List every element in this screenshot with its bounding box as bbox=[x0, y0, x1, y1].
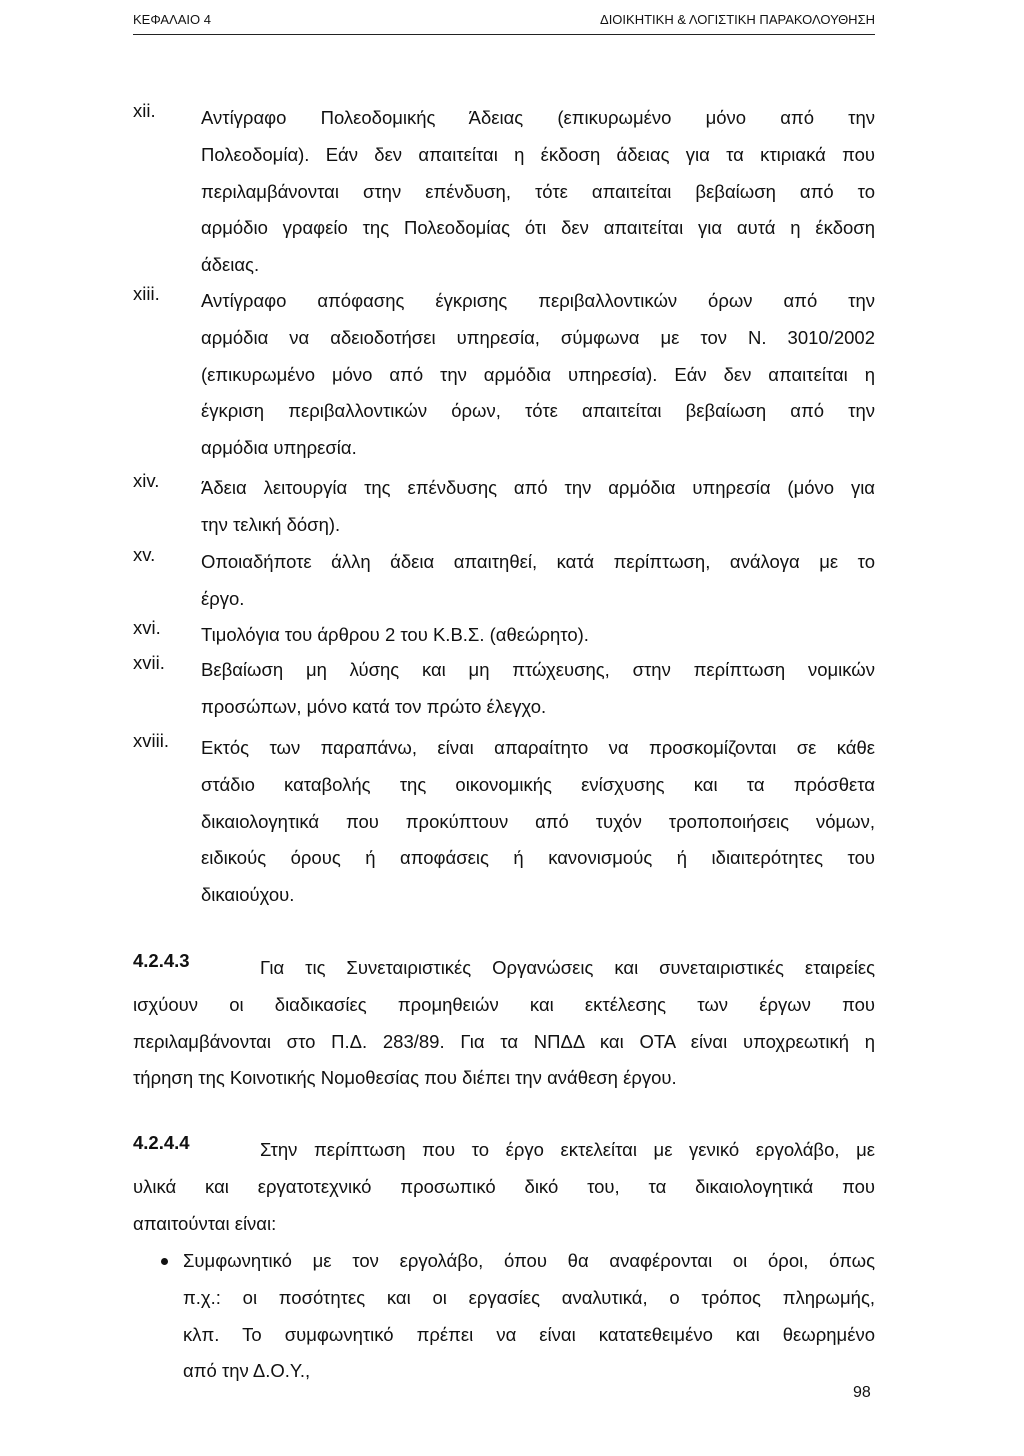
text-line: δικαιολογητικά που προκύπτουν από τυχόν τροποποιήσεις νόμων, bbox=[201, 810, 875, 832]
text-line: Για τις Συνεταιριστικές Οργανώσεις και συνεταιριστικές εταιρείες bbox=[260, 957, 875, 978]
list-item bbox=[133, 730, 875, 914]
item-number: xiii. bbox=[133, 283, 160, 304]
item-number: xvii. bbox=[133, 652, 165, 673]
section-paragraph bbox=[133, 950, 875, 1097]
text-line: στάδιο καταβολής της οικονομικής ενίσχυσης και τα πρόσθετα bbox=[201, 773, 875, 795]
item-number: xii. bbox=[133, 100, 156, 121]
section-title: ΔΙΟΙΚΗΤΙΚΗ & ΛΟΓΙΣΤΙΚΗ ΠΑΡΑΚΟΛΟΥΘΗΣΗ bbox=[600, 12, 875, 27]
text-line: περιλαμβάνονται στην επένδυση, τότε απαιτείται βεβαίωση από το bbox=[201, 180, 875, 202]
text-line: (επικυρωμένο μόνο από την αρμόδια υπηρεσία). Εάν δεν απαιτείται η bbox=[201, 363, 875, 385]
text-line: Στην περίπτωση που το έργο εκτελείται με γενικό εργολάβο, με bbox=[260, 1139, 875, 1160]
list-item bbox=[133, 652, 875, 726]
section-paragraph bbox=[133, 1132, 875, 1242]
text-line: αρμόδιο γραφείο της Πολεοδομίας ότι δεν απαιτείται για αυτά η έκδοση bbox=[201, 217, 875, 239]
text-line: έργο. bbox=[201, 587, 245, 609]
item-number: 4.2.4.3 bbox=[133, 950, 190, 971]
text-line: από την Δ.Ο.Υ., bbox=[183, 1360, 311, 1382]
list-item bbox=[133, 100, 875, 284]
text-line: την τελική δόση). bbox=[201, 513, 341, 535]
text-line: ισχύουν οι διαδικασίες προμηθειών και εκτέλεσης των έργων που bbox=[133, 993, 875, 1015]
item-number: xiv. bbox=[133, 470, 160, 491]
text-line: κλπ. Το συμφωνητικό πρέπει να είναι κατατεθειμένο και θεωρημένο bbox=[183, 1323, 875, 1345]
page-number: 98 bbox=[853, 1384, 871, 1401]
text-line: Συμφωνητικό με τον εργολάβο, όπου θα αναφέρονται οι όροι, όπως bbox=[183, 1250, 875, 1271]
page-header bbox=[133, 10, 875, 35]
text-line: προσώπων, μόνο κατά τον πρώτο έλεγχο. bbox=[201, 695, 547, 717]
item-number: xvi. bbox=[133, 617, 161, 638]
item-number: xviii. bbox=[133, 730, 169, 751]
text-line: αρμόδια να αδειοδοτήσει υπηρεσία, σύμφωνα με τον Ν. 3010/2002 bbox=[201, 326, 875, 348]
text-line: Πολεοδομία). Εάν δεν απαιτείται η έκδοση άδειας για τα κτιριακά που bbox=[201, 143, 875, 165]
text-line: δικαιούχου. bbox=[201, 884, 295, 906]
bullet-item bbox=[133, 1243, 875, 1390]
text-line: έγκριση περιβαλλοντικών όρων, τότε απαιτείται βεβαίωση από την bbox=[201, 400, 875, 422]
text-line: Τιμολόγια του άρθρου 2 του Κ.Β.Σ. (αθεώρητο). bbox=[201, 624, 589, 645]
text-line: Εκτός των παραπάνω, είναι απαραίτητο να προσκομίζονται σε κάθε bbox=[201, 737, 875, 758]
list-item bbox=[133, 470, 875, 544]
item-number: xv. bbox=[133, 544, 156, 565]
text-line: περιλαμβάνονται στο Π.Δ. 283/89. Για τα ΝΠΔΔ και ΟΤΑ είναι υποχρεωτική η bbox=[133, 1030, 875, 1052]
text-line: απαιτούνται είναι: bbox=[133, 1212, 277, 1234]
text-line: Άδεια λειτουργία της επένδυσης από την αρμόδια υπηρεσία (μόνο για bbox=[201, 477, 875, 498]
text-line: π.χ.: οι ποσότητες και οι εργασίες αναλυτικά, ο τρόπος πληρωμής, bbox=[183, 1286, 875, 1308]
text-line: ειδικούς όρους ή αποφάσεις ή κανονισμούς ή ιδιαιτερότητες του bbox=[201, 847, 875, 869]
text-line: Οποιαδήποτε άλλη άδεια απαιτηθεί, κατά περίπτωση, ανάλογα με το bbox=[201, 551, 875, 572]
text-line: αρμόδια υπηρεσία. bbox=[201, 437, 357, 459]
chapter-label: ΚΕΦΑΛΑΙΟ 4 bbox=[133, 12, 211, 27]
bullet-icon bbox=[161, 1258, 168, 1265]
text-line: Αντίγραφο απόφασης έγκρισης περιβαλλοντικών όρων από την bbox=[201, 290, 875, 311]
text-line: τήρηση της Κοινοτικής Νομοθεσίας που διέπει την ανάθεση έργου. bbox=[133, 1067, 677, 1089]
text-line: Αντίγραφο Πολεοδομικής Άδειας (επικυρωμένο μόνο από την bbox=[201, 107, 875, 128]
item-number: 4.2.4.4 bbox=[133, 1132, 190, 1153]
text-line: άδειας. bbox=[201, 254, 260, 276]
list-item bbox=[133, 283, 875, 467]
text-line: Βεβαίωση μη λύσης και μη πτώχευσης, στην περίπτωση νομικών bbox=[201, 659, 875, 680]
text-line: υλικά και εργατοτεχνικό προσωπικό δικό του, τα δικαιολογητικά που bbox=[133, 1175, 875, 1197]
list-item bbox=[133, 617, 875, 654]
list-item bbox=[133, 544, 875, 618]
